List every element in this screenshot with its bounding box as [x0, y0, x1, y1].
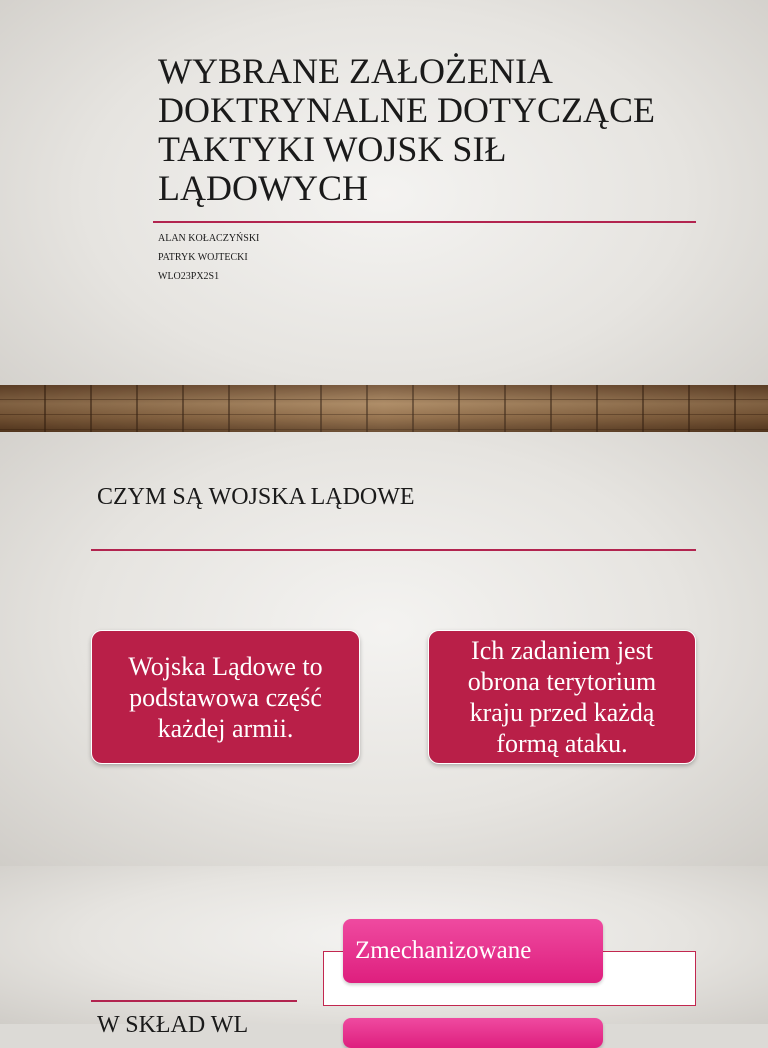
heading-divider [91, 1000, 297, 1002]
authors-block [158, 229, 259, 286]
slide-composition [0, 866, 768, 1038]
slide-title-heading: WYBRANE ZAŁOŻENIA DOKTRYNALNE DOTYCZĄCE TAKTYKI WOJSK SIŁ LĄDOWYCH [158, 51, 655, 208]
title-divider [153, 221, 696, 223]
author-line: PATRYK WOJTECKI [158, 252, 248, 263]
slide-heading: CZYM SĄ WOJSKA LĄDOWE [97, 484, 415, 510]
info-box [428, 630, 696, 764]
slide-definition [0, 432, 768, 866]
author-line: ALAN KOŁACZYŃSKI [158, 233, 260, 244]
floor-shading [0, 385, 768, 432]
list-item [343, 1018, 603, 1048]
group-code: WLO23PX2S1 [158, 271, 220, 282]
info-box-text: Wojska Lądowe to podstawowa część każdej armii. [128, 651, 323, 743]
list-item [343, 919, 603, 983]
info-box [91, 630, 360, 764]
slide-title [0, 0, 768, 432]
info-box-text: Ich zadaniem jest obrona terytorium kraju przed każdą formą ataku. [467, 636, 657, 758]
list-item-label: Zmechanizowane [355, 937, 532, 964]
slide-heading: W SKŁAD WL [97, 1012, 249, 1038]
heading-divider [91, 549, 696, 551]
